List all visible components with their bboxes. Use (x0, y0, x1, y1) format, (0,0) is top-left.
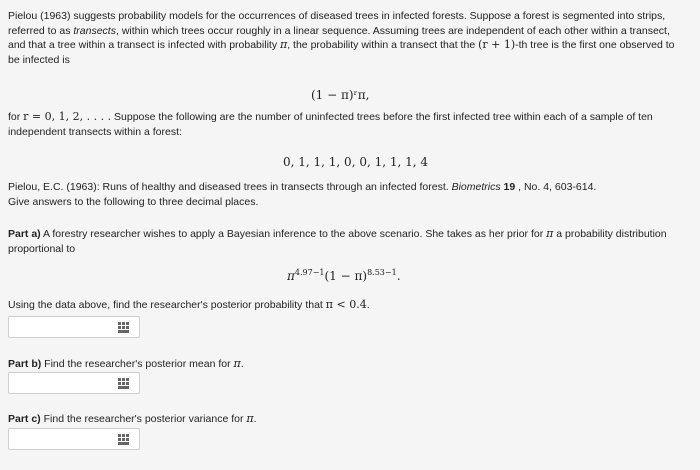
data-sequence: 0, 1, 1, 1, 0, 0, 1, 1, 1, 4 (283, 155, 429, 169)
keyboard-grid-icon[interactable] (118, 434, 129, 445)
part-b-pi: π (233, 357, 241, 370)
intro-text-d: -th tree is the first one observed to be infected is (8, 39, 675, 66)
part-c-end: . (253, 413, 257, 425)
part-a-text-a: A forestry researcher wishes to apply a Bayesian inference to the above scenario. She takes as her prior for (40, 228, 547, 240)
answer-input-a[interactable] (8, 316, 140, 338)
for-r-math: r = 0, 1, 2, . . . . (23, 110, 112, 123)
prior-base-1: π (287, 269, 295, 283)
part-b-text: Find the researcher's posterior mean for (41, 358, 234, 370)
intro-paragraph (8, 9, 688, 67)
instructions: Give answers to the following to three decimal places. (8, 196, 259, 208)
part-c-question (8, 412, 678, 427)
part-a-question-end: . (366, 299, 370, 311)
for-r-paragraph (8, 110, 678, 139)
prior-formula (287, 268, 401, 283)
intro-transects-term: transects (73, 24, 116, 37)
reference-journal: Biometrics (451, 181, 501, 193)
part-b-label: Part b) (8, 358, 42, 370)
keyboard-grid-icon[interactable] (118, 378, 129, 389)
intro-text-a: Pielou (1963) suggests probability models for the occurrences of diseased trees in infected forests. Suppose a forest is segmented into strips, referred to as (8, 10, 666, 37)
intro-pi: π (279, 38, 288, 51)
part-c-label: Part c) (8, 413, 41, 425)
part-a-question (8, 298, 678, 313)
for-r-text-a: for (8, 111, 24, 123)
part-a-question-text: Using the data above, find the researcher's posterior probability that (8, 299, 326, 311)
part-a-label: Part a) (8, 228, 41, 240)
part-a-text-b: a probability distribution proportional to (8, 228, 667, 255)
reference-text: Pielou, E.C. (1963): Runs of healthy and diseased trees in transects through an infected forest. (8, 181, 452, 193)
prior-base-2: (1 − π) (324, 269, 368, 283)
prior-end: . (396, 269, 401, 283)
reference-pages: , No. 4, 603-614. (515, 181, 597, 193)
reference-volume: 19 (500, 181, 516, 193)
prior-exponent-2: 8.53−1 (367, 268, 397, 277)
part-b-question (8, 357, 678, 372)
answer-input-b[interactable] (8, 372, 140, 394)
intro-text-b: , within which trees occur roughly in a linear sequence. Assuming trees are independent of each other within a transect, and that a tree within a transect is infected with probability (8, 24, 670, 51)
part-a-question-math: π < 0.4 (325, 298, 367, 311)
answer-input-c[interactable] (8, 428, 140, 450)
for-r-text-b: Suppose the following are the number of uninfected trees before the first infected tree within each of a sample of ten independent transects within a forest: (8, 111, 653, 138)
part-a-paragraph (8, 227, 680, 256)
main-formula: (1 − π)ʳπ, (311, 88, 370, 102)
part-a-pi: π (546, 227, 554, 240)
keyboard-grid-icon[interactable] (118, 322, 129, 333)
part-b-end: . (240, 358, 244, 370)
prior-exponent-1: 4.97−1 (294, 268, 325, 277)
reference (8, 180, 688, 195)
intro-r-plus-1: (r + 1) (478, 38, 516, 51)
intro-text-c: , the probability within a transect that the (287, 39, 479, 51)
part-c-text: Find the researcher's posterior variance for (40, 413, 247, 425)
part-c-pi: π (246, 412, 254, 425)
